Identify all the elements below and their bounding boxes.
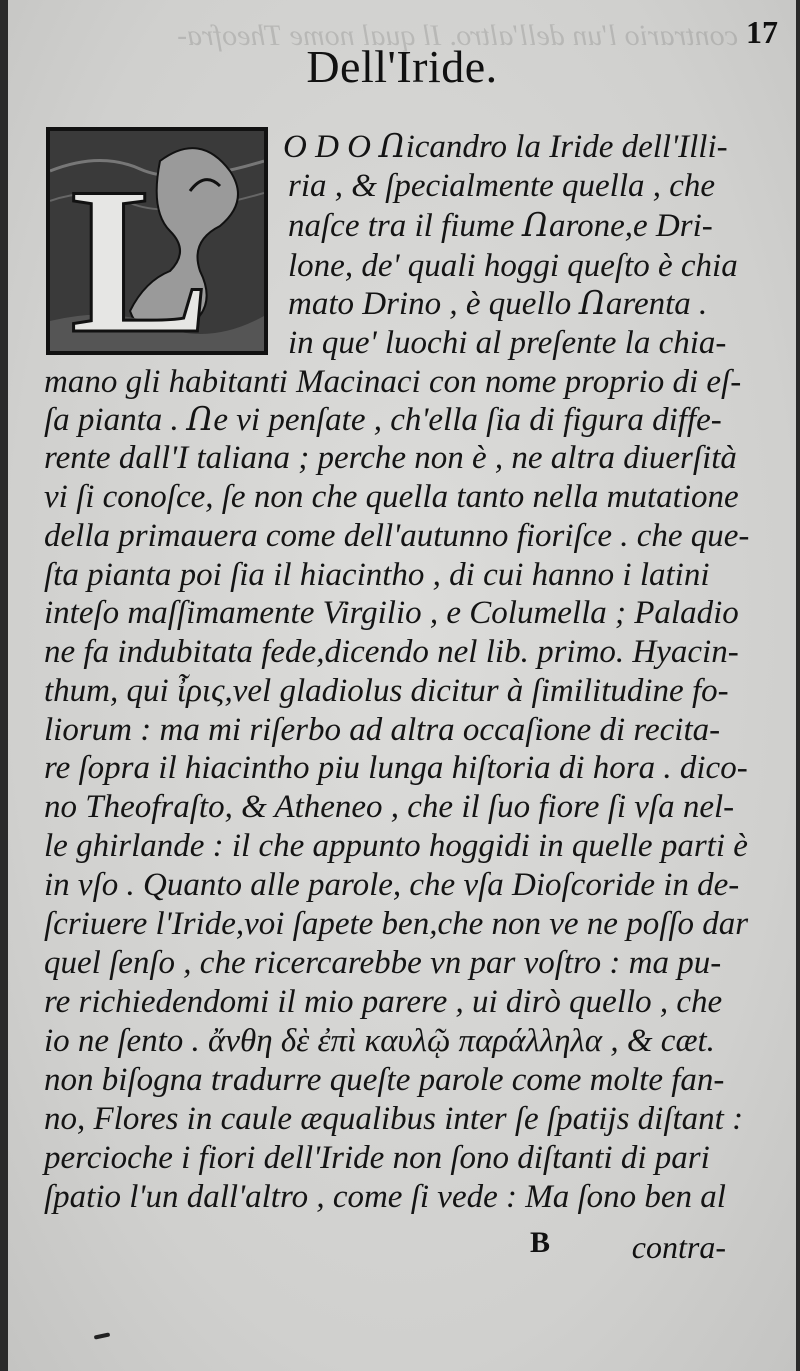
- text-line: O D O Ոicandro la Iride dell'Illi-: [283, 129, 728, 165]
- text-line: re richiedendomi il mio parere , ui dirò quello , che: [44, 984, 723, 1020]
- text-line: della primauera come dell'autunno fioriſce . che que-: [44, 518, 750, 554]
- drop-cap-letter: L: [70, 145, 211, 351]
- text-line: ſpatio l'un dall'altro , come ſi vede : Ma ſono ben al: [44, 1179, 726, 1215]
- signature-mark: B: [530, 1226, 551, 1259]
- text-line: ſa pianta . Ոe vi penſate , ch'ella ſia di figura diffe-: [44, 402, 722, 438]
- text-line: naſce tra il fiume Ոarone,e Dri-: [288, 208, 713, 244]
- text-line: ſta pianta poi ſia il hiacintho , di cui hanno i latini: [44, 557, 710, 593]
- text-line: rente dall'I taliana ; perche non è , ne altra diuerſità: [44, 440, 737, 476]
- text-line: mato Drino , è quello Ոarenta .: [288, 286, 708, 322]
- text-line: no, Flores in caule æqualibus inter ſe ſpatijs diſtant :: [44, 1101, 744, 1137]
- text-line: percioche i fiori dell'Iride non ſono diſtanti di pari: [44, 1140, 710, 1176]
- text-line: re ſopra il hiacintho piu lunga hiſtoria di hora . dico-: [44, 750, 748, 786]
- text-line: le ghirlande : il che appunto hoggidi in quelle parti è: [44, 828, 748, 864]
- text-line: no Theofraſto, & Atheneo , che il ſuo fiore ſi vſa nel-: [44, 789, 735, 825]
- woodcut-illustration: [50, 131, 264, 351]
- text-line: liorum : ma mi riſerbo ad altra occaſione di recita-: [44, 712, 721, 748]
- text-line: mano gli habitanti Macinaci con nome proprio di eſ-: [44, 364, 742, 400]
- text-line: non biſogna tradurre queſte parole come molte fan-: [44, 1062, 725, 1098]
- book-page: [8, 0, 796, 1371]
- text-line: io ne ſento . ἄνθη δὲ ἐπὶ καυλῷ παράλληλα , & cæt.: [44, 1023, 715, 1059]
- text-line: ſcriuere l'Iride,voi ſapete ben,che non ve ne poſſo dar: [44, 906, 749, 942]
- text-line: in que' luochi al preſente la chia-: [288, 325, 727, 361]
- text-line: in vſo . Quanto alle parole, che vſa Dioſcoride in de-: [44, 867, 740, 903]
- page-number: 17: [746, 14, 778, 50]
- page-title: Dell'Iride.: [306, 41, 498, 92]
- text-line: lone, de' quali hoggi queſto è chia: [288, 248, 738, 284]
- decorated-initial: [46, 127, 268, 355]
- text-line: inteſo maſſimamente Virgilio , e Columella ; Paladio: [44, 595, 739, 631]
- ink-smudge: [94, 1332, 110, 1339]
- bleed-through-text: contrario l'un dell'altro. Il qual nome Theofra-: [177, 19, 738, 52]
- text-line: thum, qui ἶρις,vel gladiolus dicitur à ſimilitudine fo-: [44, 673, 729, 709]
- text-line: ne fa indubitata fede,dicendo nel lib. primo. Hyacin-: [44, 634, 739, 670]
- text-line: quel ſenſo , che ricercarebbe vn par voſtro : ma pu-: [44, 945, 722, 981]
- text-line: ria , & ſpecialmente quella , che: [288, 168, 716, 204]
- text-line: vi ſi conoſce, ſe non che quella tanto nella mutatione: [44, 479, 739, 515]
- catchword: contra-: [631, 1229, 726, 1265]
